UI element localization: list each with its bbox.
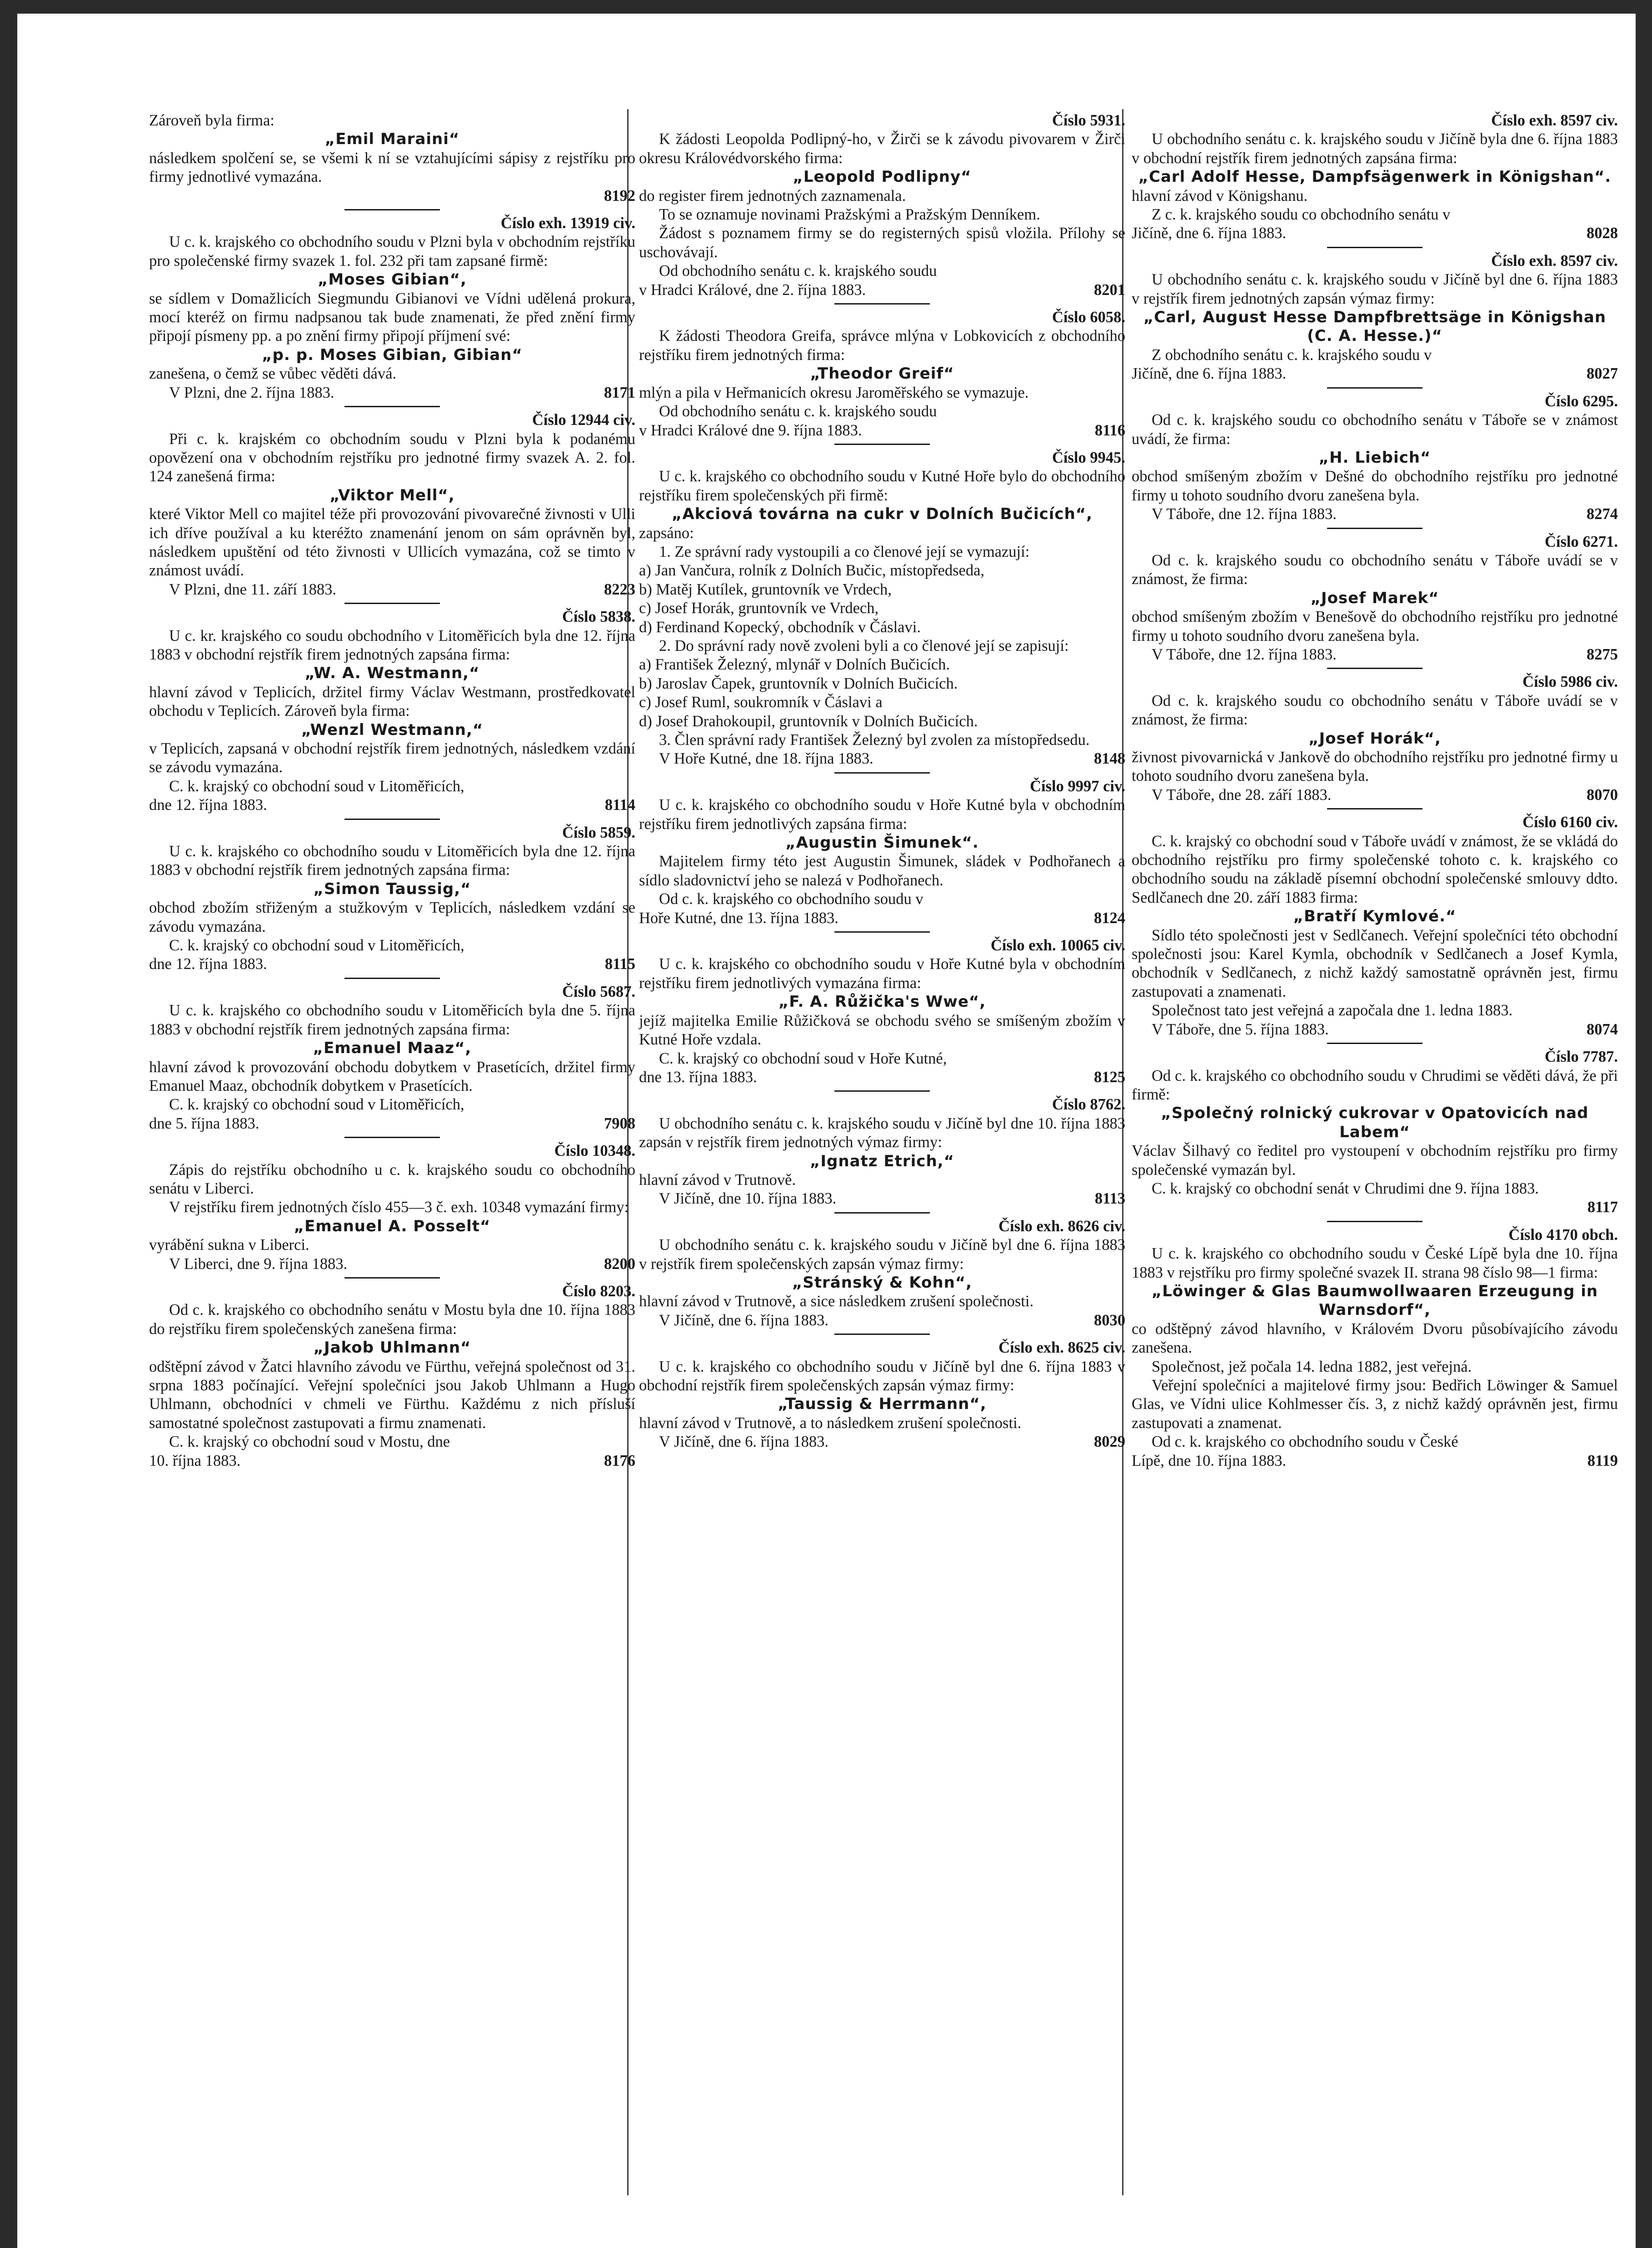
paragraph: Zápis do rejstříku obchodního u c. k. krajského soudu co obchodního senátu v Liberci.	[149, 1161, 635, 1197]
place-date: Hoře Kutné, dne 13. října 1883.	[639, 909, 838, 927]
place-date: dne 13. října 1883.	[639, 1068, 757, 1086]
paragraph: hlavní závod v Trutnově, a sice následkem zrušení společnosti.	[639, 1293, 1034, 1310]
paragraph: c) Josef Horák, gruntovník ve Vrdech,	[639, 599, 879, 617]
entry-number: Číslo 9945.	[1052, 449, 1125, 466]
paragraph: 3. Člen správní rady František Železný byl zvolen za místopředsedu.	[659, 731, 1090, 749]
paragraph: co odštěpný závod hlavního, v Královém Dvoru působívajícího závodu zanešena.	[1132, 1320, 1618, 1357]
reference-number: 8274	[1587, 505, 1618, 523]
entry-separator	[834, 772, 930, 774]
entry-number: Číslo exh. 8626 civ.	[998, 1217, 1125, 1235]
paragraph: C. k. krajský co obchodní senát v Chrudimi dne 9. října 1883.	[1152, 1179, 1539, 1197]
entry-number: Číslo 5838.	[562, 608, 635, 626]
entry-separator	[1327, 668, 1422, 669]
paragraph: vyrábění sukna v Liberci.	[149, 1236, 309, 1254]
paragraph: hlavní závod v Königshanu.	[1132, 187, 1308, 205]
firm-name: „Augustin Šimunek“.	[785, 834, 979, 852]
paragraph: hlavní závod v Trutnově.	[639, 1171, 796, 1189]
paragraph: Od obchodního senátu c. k. krajského soudu	[659, 403, 937, 420]
firm-name: „Theodor Greif“	[810, 365, 954, 383]
paragraph: hlavní závod k provozování obchodu dobytkem v Prasetících, držitel firmy Emanuel Maaz, obchodník dobytkem v Prasetících.	[149, 1058, 635, 1094]
entry-number: Číslo 8762.	[1052, 1096, 1125, 1114]
entry-number: Číslo exh. 10065 civ.	[990, 937, 1125, 954]
entry-number: Číslo 6271.	[1544, 533, 1618, 550]
entry-separator	[1327, 1043, 1422, 1044]
paragraph: K žádosti Leopolda Podlipný-ho, v Žirči se k závodu pivovarem v Žirči okresu Královédvorského firma:	[639, 130, 1125, 167]
paragraph: U c. kr. krajského co soudu obchodního v Litoměřicích byla dne 12. října 1883 v obchodní rejstřík firem jednotných zapsána firma:	[149, 627, 635, 663]
paragraph: Majitelem firmy této jest Augustin Šimunek, sládek v Podhořanech a sídlo sladovnictví jeho se nalezá v Podhořanech.	[639, 853, 1125, 889]
entry-separator	[344, 1137, 440, 1138]
firm-name: „H. Liebich“	[1318, 448, 1431, 467]
paragraph: U obchodního senátu c. k. krajského soudu v Jičíně byla dne 6. října 1883 v obchodní rejstřík firem jednotných zapsána firma:	[1132, 130, 1618, 167]
entry-number: Číslo 6295.	[1544, 392, 1618, 410]
entry-number: Číslo 7787.	[1544, 1048, 1618, 1066]
entry-number: Číslo 5931.	[1052, 112, 1125, 129]
column-1	[149, 111, 635, 1470]
signature-line	[639, 1068, 1125, 1087]
firm-name: „Stránský & Kohn“,	[792, 1273, 973, 1292]
entry-number: Číslo exh. 8625 civ.	[998, 1339, 1125, 1357]
paragraph: b) Matěj Kutílek, gruntovník ve Vrdech,	[639, 580, 892, 598]
paragraph: mlýn a pila v Heřmanicích okresu Jaroměřského se vymazuje.	[639, 384, 1029, 401]
firm-name: „Jakob Uhlmann“	[313, 1339, 471, 1357]
paragraph: U c. k. krajského co obchodního soudu v Litoměřicích byla dne 12. října 1883 v obchodní rejstřík firem jednotných zapsána firma:	[149, 843, 635, 879]
firm-name: „Simon Taussig,“	[313, 879, 471, 898]
place-date: 10. října 1883.	[149, 1452, 241, 1469]
reference-number: 8176	[604, 1452, 635, 1469]
paragraph: Od c. k. krajského soudu co obchodního senátu v Táboře uvádí se v známost, že firma:	[1132, 551, 1618, 588]
firm-name: „W. A. Westmann,“	[304, 664, 480, 683]
firm-name: „Akciová továrna na cukr v Dolních Bučicích“,	[671, 505, 1093, 524]
entry-number: Číslo exh. 13919 civ.	[500, 215, 635, 232]
reference-number: 7908	[604, 1114, 635, 1132]
paragraph: C. k. krajský co obchodní soud v Litoměřicích,	[169, 937, 464, 954]
entry-number: Číslo 8203.	[562, 1282, 635, 1300]
signature-line	[1132, 645, 1618, 664]
entry-number: Číslo 10348.	[554, 1142, 635, 1160]
paragraph: odštěpní závod v Žatci hlavního závodu ve Fürthu, veřejná společnost od 31. srpna 1883 počínající. Veřejní společníci jsou Jakob Uhlmann a Hugo Uhlmann, obchodníci v chmeli ve Fürthu. Každému z nich přísluší samostatné společnost zastupovati a firmu znamenati.	[149, 1358, 635, 1432]
firm-name: „Emanuel A. Posselt“	[294, 1217, 491, 1235]
place-date: V Hoře Kutné, dne 18. října 1883.	[659, 750, 873, 768]
paragraph: U c. k. krajského co obchodního soudu v Hoře Kutné byla v obchodním rejstříku firem jednotlivých vymazána firma:	[639, 955, 1125, 992]
column-2	[639, 111, 1125, 1452]
entry-separator	[1327, 387, 1422, 389]
paragraph: hlavní závod v Trutnově, a to následkem zrušení společnosti.	[639, 1414, 1022, 1432]
paragraph: d) Josef Drahokoupil, gruntovník v Dolních Bučicích.	[639, 712, 978, 730]
place-date: dne 5. října 1883.	[149, 1114, 260, 1132]
entry-separator	[834, 1334, 930, 1335]
entry-number: Číslo 6160 civ.	[1522, 814, 1618, 831]
paragraph: C. k. krajský co obchodní soud v Litoměřicích,	[169, 1096, 464, 1114]
paragraph: Při c. k. krajském co obchodním soudu v Plzni byla k podanému opovězení ona v obchodním rejstříku pro jednotné firmy svazek A. 2. fol. 124 zanešená firma:	[149, 430, 635, 485]
entry-separator	[1327, 528, 1422, 529]
paragraph: Od c. k. krajského soudu co obchodního senátu v Táboře uvádí se v známost, že firma:	[1132, 692, 1618, 729]
firm-name: „Emil Maraini“	[324, 130, 460, 149]
signature-line	[639, 421, 1125, 440]
firm-name: „Moses Gibian“,	[318, 270, 467, 289]
entry-number: Číslo 5859.	[562, 824, 635, 841]
paragraph: následkem spolčení se, se všemi k ní se vztahujícími sápisy z rejstříku pro firmy jednotlivé vymazána.	[149, 149, 635, 186]
paragraph: a) František Železný, mlynář v Dolních Bučicích.	[639, 656, 950, 674]
paragraph: U c. k. krajského co obchodního soudu v Kutné Hoře bylo do obchodního rejstříku firem společenských při firmě:	[639, 468, 1125, 504]
paragraph: C. k. krajský co obchodní soud v Litoměřicích,	[169, 777, 464, 795]
entry-number: Číslo 4170 obch.	[1508, 1226, 1618, 1244]
place-date: V Jičíně, dne 6. října 1883.	[659, 1433, 829, 1451]
entry-separator	[344, 978, 440, 979]
firm-name: „Taussig & Herrmann“,	[778, 1395, 987, 1414]
entry-separator	[344, 1277, 440, 1279]
paragraph: obchod zbožím střiženým a stužkovým v Teplicích, následkem vzdání se závodu vymazána.	[149, 899, 635, 935]
firm-name: „Wenzl Westmann,“	[301, 720, 484, 739]
paragraph: Od c. k. krajského soudu co obchodního senátu v Táboře se v známost uvádí, že firma:	[1132, 411, 1618, 448]
reference-number: 8223	[604, 580, 635, 598]
firm-name: „Bratří Kymlové.“	[1293, 907, 1457, 926]
reference-number: 8027	[1587, 365, 1618, 383]
entry-separator	[344, 209, 440, 210]
column-3	[1132, 111, 1618, 1470]
entry-number: Číslo 12944 civ.	[532, 411, 635, 429]
firm-name: „Viktor Mell“,	[329, 486, 455, 505]
reference-number: 8192	[604, 187, 635, 205]
scan-edge-top	[0, 0, 1652, 14]
place-date: V Táboře, dne 28. září 1883.	[1152, 786, 1332, 804]
paragraph: c) Josef Ruml, soukromník v Čáslavi a	[639, 694, 883, 711]
firm-name: „Josef Marek“	[1310, 589, 1439, 607]
reference-number: 8200	[604, 1255, 635, 1273]
place-date: V Jičíně, dne 10. října 1883.	[659, 1190, 837, 1208]
firm-name: „Ignatz Etrich,“	[810, 1152, 954, 1170]
paragraph: do register firem jednotných zaznamenala.	[639, 187, 906, 205]
reference-number: 8171	[604, 384, 635, 401]
paragraph: Žádost s poznamem firmy se do registerných spisů vložila. Přílohy se uschovávají.	[639, 225, 1125, 261]
paragraph: 1. Ze správní rady vystoupili a co členové její se vymazují:	[659, 543, 1030, 560]
reference-number: 8116	[1094, 421, 1125, 439]
paragraph: U obchodního senátu c. k. krajského soudu v Jičíně byl dne 6. října 1883 v rejstřík firem jednotných zapsán výmaz firmy:	[1132, 271, 1618, 307]
reference-number: 8115	[604, 955, 635, 973]
paragraph: Zároveň byla firma:	[149, 112, 275, 129]
signature-line	[149, 1255, 635, 1274]
reference-number: 8124	[1094, 909, 1125, 927]
signature-line	[639, 281, 1125, 300]
signature-line	[1132, 1020, 1618, 1039]
reference-number: 8148	[1094, 750, 1125, 768]
entry-number: Číslo exh. 8597 civ.	[1491, 112, 1618, 129]
firm-name: „Společný rolnický cukrovar v Opatovicích nad Labem“	[1161, 1104, 1589, 1141]
place-date: dne 12. října 1883.	[149, 955, 267, 973]
reference-number: 8028	[1587, 225, 1618, 242]
paragraph: Sídlo této společnosti jest v Sedlčanech. Veřejní společníci této obchodní společnosti jsou: Karel Kymla, obchodník v Sedlčanech a Josef Kymla, obchodník v Sedlčanech, z nichž každý samostatně oprávněn jest, firmu zastupovati a znamenati.	[1132, 926, 1618, 1000]
signature-line	[1132, 1452, 1618, 1470]
reference-number: 8119	[1587, 1452, 1618, 1469]
entry-separator	[834, 303, 930, 305]
paragraph: zanešena, o čemž se vůbec věděti dává.	[149, 365, 397, 383]
signature-line	[1132, 786, 1618, 804]
entry-number: Číslo 5687.	[562, 983, 635, 1000]
entry-separator	[1327, 247, 1422, 248]
paragraph: U c. k. krajského co obchodního soudu v Litoměřicích byla dne 5. října 1883 v obchodní rejstřík firem jednotných zapsána firma:	[149, 1002, 635, 1038]
entry-number: Číslo 5986 civ.	[1522, 673, 1618, 691]
place-date: v Hradci Králové dne 9. října 1883.	[639, 421, 862, 439]
firm-name: „Carl Adolf Hesse, Dampfsägenwerk in Königshan“.	[1138, 168, 1612, 186]
paragraph: se sídlem v Domažlicích Siegmundu Gibianovi ve Vídni udělená prokura, mocí kteréž on firmu nadpsanou tak bude znamenati, že před znění firmy připojí písmeny pp. a po znění firmy připojí příjmení své:	[149, 290, 635, 345]
paragraph: zapsáno:	[639, 524, 694, 542]
place-date: V Plzni, dne 2. října 1883.	[169, 384, 334, 401]
paragraph: Společnost, jež počala 14. ledna 1882, jest veřejná.	[1152, 1358, 1472, 1375]
entry-separator	[344, 406, 440, 407]
entry-separator	[834, 444, 930, 445]
paragraph: jejíž majitelka Emilie Růžičková se obchodu svého se smíšeným zbožím v Kutné Hoře vzdala.	[639, 1012, 1125, 1049]
place-date: V Táboře, dne 5. října 1883.	[1152, 1020, 1329, 1038]
reference-number: 8125	[1094, 1068, 1125, 1086]
reference-number: 8117	[1587, 1199, 1618, 1216]
reference-number: 8113	[1094, 1190, 1125, 1208]
paragraph: Společnost tato jest veřejná a započala dne 1. ledna 1883.	[1152, 1002, 1513, 1019]
paragraph: d) Ferdinand Kopecký, obchodník v Čáslavi.	[639, 618, 921, 636]
firm-name: „p. p. Moses Gibian, Gibian“	[262, 345, 523, 364]
firm-name: „Josef Horák“,	[1308, 729, 1441, 748]
entry-separator	[834, 1212, 930, 1214]
paragraph: Z c. k. krajského soudu co obchodního senátu v	[1152, 206, 1451, 224]
signature-line	[639, 1311, 1125, 1330]
firm-name: „Löwinger & Glas Baumwollwaaren Erzeugung in Warnsdorf“,	[1151, 1282, 1598, 1319]
paragraph: C. k. krajský co obchodní soud v Hoře Kutné,	[659, 1049, 947, 1067]
paragraph: Od obchodního senátu c. k. krajského soudu	[659, 262, 937, 280]
signature-line	[149, 796, 635, 814]
place-date: V Plzni, dne 11. září 1883.	[169, 580, 336, 598]
place-date: Jičíně, dne 6. října 1883.	[1132, 365, 1287, 383]
signature-line	[149, 955, 635, 974]
entry-separator	[1327, 808, 1422, 809]
place-date: v Hradci Králové, dne 2. října 1883.	[639, 281, 866, 299]
paragraph: b) Jaroslav Čapek, gruntovník v Dolních Bučicích.	[639, 674, 958, 692]
entry-number: Číslo 9997 civ.	[1030, 777, 1125, 795]
paragraph: U c. k. krajského co obchodního soudu v Hoře Kutné byla v obchodním rejstříku firem jednotlivých zapsána firma:	[639, 796, 1125, 833]
signature-line	[1132, 505, 1618, 524]
place-date: Lípě, dne 10. října 1883.	[1132, 1452, 1287, 1469]
paragraph: které Viktor Mell co majitel téže při provozování pivovarečné živnosti v Ulli ich dříve používal a ku kteréžto znamenání jenom on sám oprávněn byl, následkem upuštění od této živnosti v Ullicích vymazána, což se timto v známost uvádí.	[149, 505, 635, 579]
paragraph: obchod smíšeným zbožím v Dešné do obchodního rejstříku pro jednotné firmy u tohoto soudního dvoru zanešena byla.	[1132, 468, 1618, 504]
place-date: Jičíně, dne 6. října 1883.	[1132, 225, 1287, 242]
signature-line	[149, 1452, 635, 1470]
place-date: dne 12. října 1883.	[149, 796, 267, 814]
signature-line	[1132, 224, 1618, 243]
entry-number: Číslo 6058.	[1052, 309, 1125, 326]
place-date: V Jičíně, dne 6. října 1883.	[659, 1311, 829, 1329]
paragraph: C. k. krajský co obchodní soud v Táboře uvádí v známost, že se vkládá do obchodního rejstříku pro firmy společenské tohoto c. k. krajského co obchodního soudu na základě písemní obchodní společenské smlouvy ddto. Sedlčanech dne 20. září 1883 firma:	[1132, 832, 1618, 906]
signature-line	[639, 749, 1125, 768]
paragraph: Od c. k. krajského co obchodního soudu v	[659, 890, 923, 908]
entry-separator	[344, 603, 440, 604]
scan-edge-right	[1636, 0, 1652, 2248]
paragraph: Z obchodního senátu c. k. krajského soudu v	[1152, 346, 1432, 364]
firm-name: „F. A. Růžička's Wwe“,	[778, 993, 986, 1011]
reference-number: 8074	[1587, 1020, 1618, 1038]
firm-name: „Leopold Podlipny“	[793, 168, 972, 186]
signature-line	[639, 909, 1125, 928]
paragraph: Václav Šilhavý co ředitel pro vystoupení v obchodním rejstříku pro firmy společenské vymazán byl.	[1132, 1142, 1618, 1179]
paragraph: Od c. k. krajského co obchodního soudu v České	[1152, 1433, 1458, 1451]
reference-number: 8114	[604, 796, 635, 814]
paragraph: hlavní závod v Teplicích, držitel firmy Václav Westmann, prostředkovatel obchodu v Teplicích. Zároveň byla firma:	[149, 683, 635, 720]
paragraph: 2. Do správní rady nově zvoleni byli a co členové její se zapisují:	[659, 637, 1069, 654]
signature-line	[149, 1114, 635, 1133]
entry-separator	[834, 931, 930, 933]
paragraph: v Teplicích, zapsaná v obchodní rejstřík firem jednotných, následkem vzdání se závodu vymazána.	[149, 740, 635, 776]
firm-name: „Emanuel Maaz“,	[313, 1039, 472, 1058]
paragraph: Od c. k. krajského co obchodního soudu v Chrudimi se věděti dává, že při firmě:	[1132, 1067, 1618, 1103]
entry-number: Číslo exh. 8597 civ.	[1491, 252, 1618, 270]
signature-line	[639, 1433, 1125, 1451]
paragraph: V rejstříku firem jednotných číslo 455—3 č. exh. 10348 vymazání firmy:	[169, 1199, 629, 1216]
paragraph: U c. k. krajského co obchodního soudu v Plzni byla v obchodním rejstříku pro společenské firmy svazek 1. fol. 232 při tam zapsané firmě:	[149, 233, 635, 270]
paragraph: obchod smíšeným zbožím v Benešově do obchodního rejstříku pro jednotné firmy u tohoto soudního dvoru zanešena byla.	[1132, 608, 1618, 644]
paragraph: Od c. k. krajského co obchodního senátu v Mostu byla dne 10. října 1883 do rejstříku firem společenských zanešena firma:	[149, 1301, 635, 1338]
reference-number: 8070	[1587, 786, 1618, 804]
entry-separator	[1327, 1221, 1422, 1222]
entry-separator	[834, 1090, 930, 1092]
entry-separator	[344, 819, 440, 820]
paragraph: živnost pivovarnická v Jankově do obchodního rejstříku pro jednotné firmy u tohoto soudního dvoru zanešena byla.	[1132, 749, 1618, 785]
paragraph: U c. k. krajského co obchodního soudu v České Lípě byla dne 10. října 1883 v rejstříku pro firmy společné svazek II. strana 98 číslo 98—1 firma:	[1132, 1245, 1618, 1281]
paragraph: To se oznamuje novinami Pražskými a Pražským Denníkem.	[659, 206, 1040, 224]
paragraph: U c. k. krajského co obchodního soudu v Jičíně byl dne 6. října 1883 v obchodní rejstřík firem společenských zapsán výmaz firmy:	[639, 1358, 1125, 1394]
scan-edge-left	[0, 0, 17, 2248]
signature-line	[149, 384, 635, 402]
reference-number: 8201	[1094, 281, 1125, 299]
paragraph: U obchodního senátu c. k. krajského soudu v Jičíně byl dne 6. října 1883 v rejstřík firem společenských zapsán výmaz firmy:	[639, 1236, 1125, 1273]
paragraph: Veřejní společníci a majitelové firmy jsou: Bedřich Löwinger & Samuel Glas, ve Vídni ulice Kohlmesser čís. 3, z nichž každý oprávněn jest, firmu zastupovati a znamenat.	[1132, 1377, 1618, 1432]
reference-number: 8030	[1094, 1311, 1125, 1329]
signature-line	[149, 580, 635, 599]
paragraph: U obchodního senátu c. k. krajského soudu v Jičíně byl dne 10. října 1883 zapsán v rejstřík firem jednotných výmaz firmy:	[639, 1114, 1125, 1151]
paragraph: a) Jan Vančura, rolník z Dolních Bučic, místopředseda,	[639, 562, 985, 579]
signature-line	[1132, 365, 1618, 383]
paragraph: C. k. krajský co obchodní soud v Mostu, dne	[169, 1433, 450, 1451]
place-date: V Liberci, dne 9. října 1883.	[169, 1255, 348, 1273]
place-date: V Táboře, dne 12. října 1883.	[1152, 645, 1337, 663]
place-date: V Táboře, dne 12. října 1883.	[1152, 505, 1337, 523]
reference-number: 8275	[1587, 645, 1618, 663]
reference-number: 8029	[1094, 1433, 1125, 1451]
firm-name: „Carl, August Hesse Dampfbrettsäge in Königshan (C. A. Hesse.)“	[1143, 308, 1607, 345]
paragraph: K žádosti Theodora Greifa, správce mlýna v Lobkovicích z obchodního rejstříku firem jednotných firma:	[639, 327, 1125, 364]
signature-line	[639, 1189, 1125, 1208]
